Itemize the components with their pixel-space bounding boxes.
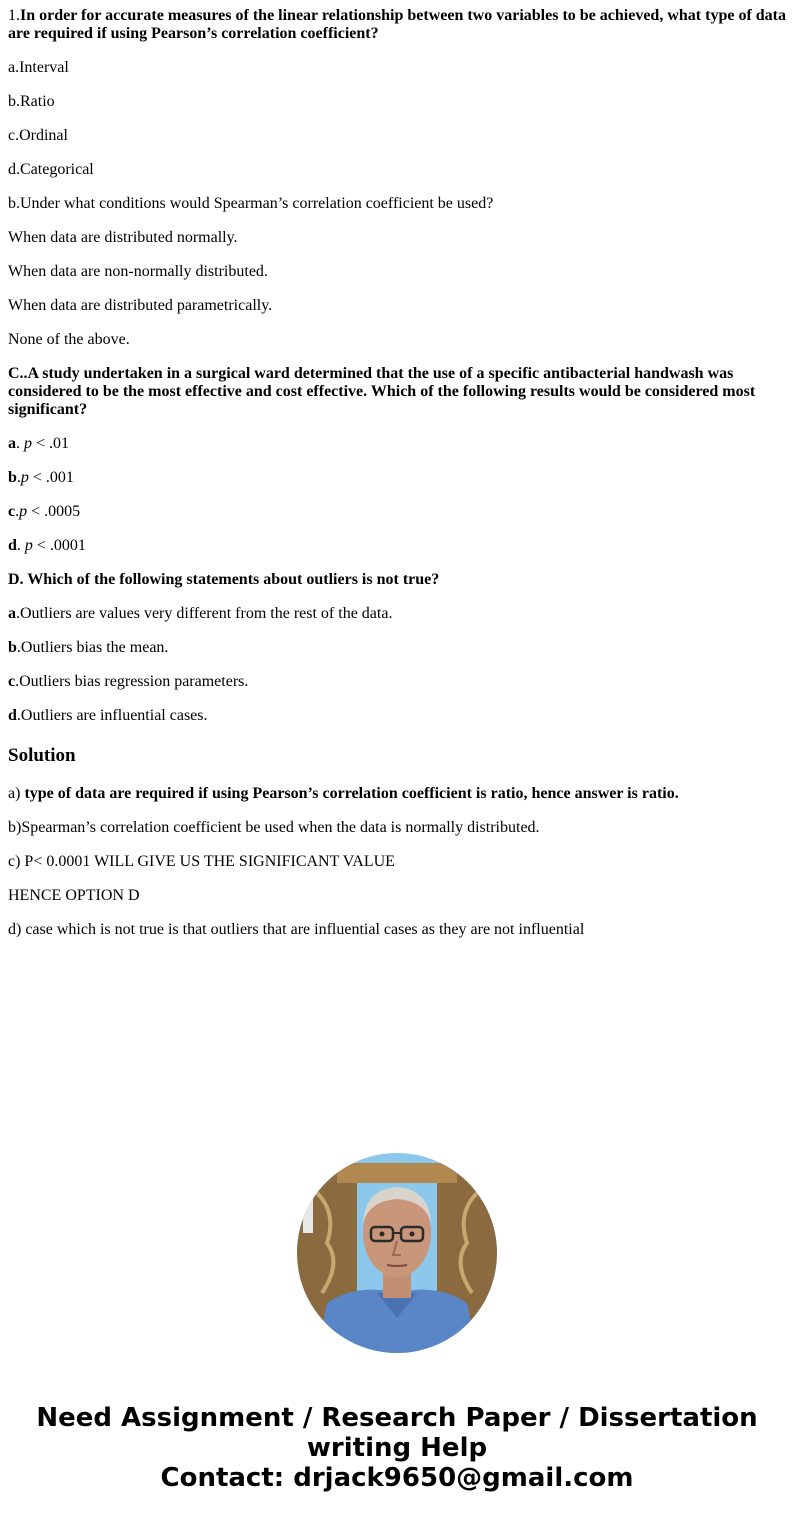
option-sep: . [16, 435, 24, 452]
option-text: .Outliers are values very different from the rest of the data. [16, 605, 393, 622]
footer-line-2: writing Help [306, 1433, 488, 1463]
question-3-text: C..A study undertaken in a surgical ward determined that the use of a specific antibacterial handwash was considered to be the most effective and cost effective. Which of the following results would be considered most significant? [8, 365, 756, 418]
solution-a [8, 785, 679, 803]
option-value: < .001 [28, 469, 74, 486]
question-4 [8, 571, 439, 589]
option-sep: . [16, 537, 25, 554]
question-1 [8, 7, 786, 43]
solution-a-prefix: a) [8, 785, 25, 802]
p-symbol: p [24, 537, 33, 554]
q4-option-a [8, 605, 392, 623]
option-sep: . [16, 469, 21, 486]
option-value: < .01 [32, 435, 70, 452]
solution-hence: HENCE OPTION D [8, 887, 140, 904]
q3-option-c [8, 503, 80, 521]
q4-option-d [8, 707, 208, 725]
option-value: < .0005 [27, 503, 81, 520]
question-2: b.Under what conditions would Spearman’s correlation coefficient be used? [8, 195, 494, 212]
q4-option-c [8, 673, 248, 691]
option-letter: b [8, 639, 17, 656]
q2-option-3: When data are distributed parametrically. [8, 297, 273, 314]
p-symbol: p [19, 503, 28, 520]
q3-option-b [8, 469, 74, 487]
option-value: < .0001 [32, 537, 86, 554]
q1-option-a: a.Interval [8, 59, 69, 76]
p-symbol: p [24, 435, 32, 452]
q3-option-d [8, 537, 86, 555]
option-letter: a [8, 435, 16, 452]
q2-option-4: None of the above. [8, 331, 130, 348]
q1-option-d: d.Categorical [8, 161, 94, 178]
q2-option-1: When data are distributed normally. [8, 229, 238, 246]
contact-footer [0, 1403, 794, 1493]
option-letter: b [8, 469, 17, 486]
q4-option-b [8, 639, 168, 657]
option-text: .Outliers are influential cases. [16, 707, 208, 724]
portrait-image [297, 1153, 497, 1353]
question-1-number: 1. [8, 7, 20, 24]
solution-heading: Solution [8, 745, 76, 766]
solution-d: d) case which is not true is that outliers that are influential cases as they are not influential [8, 921, 585, 938]
question-1-text: In order for accurate measures of the linear relationship between two variables to be achieved, what type of data are required if using Pearson’s correlation coefficient? [8, 7, 786, 42]
solution-a-text: type of data are required if using Pearson’s correlation coefficient is ratio, hence answer is ratio. [24, 785, 679, 802]
question-3 [8, 365, 778, 419]
question-4-text: D. Which of the following statements about outliers is not true? [8, 571, 440, 588]
footer-line-1: Need Assignment / Research Paper / Dissertation [36, 1403, 758, 1433]
option-letter: c [8, 503, 16, 520]
p-symbol: p [20, 469, 29, 486]
option-text: .Outliers bias regression parameters. [15, 673, 249, 690]
option-letter: d [8, 707, 17, 724]
q3-option-a [8, 435, 69, 453]
q1-option-c: c.Ordinal [8, 127, 68, 144]
option-text: .Outliers bias the mean. [16, 639, 169, 656]
option-letter: c [8, 673, 16, 690]
footer-contact: Contact: drjack9650@gmail.com [160, 1463, 634, 1493]
option-letter: d [8, 537, 17, 554]
option-sep: . [15, 503, 20, 520]
q2-option-2: When data are non-normally distributed. [8, 263, 268, 280]
solution-b: b)Spearman’s correlation coefficient be used when the data is normally distributed. [8, 819, 540, 836]
option-letter: a [8, 605, 16, 622]
q1-option-b: b.Ratio [8, 93, 55, 110]
author-avatar [297, 1153, 497, 1353]
solution-c: c) P< 0.0001 WILL GIVE US THE SIGNIFICANT VALUE [8, 853, 395, 870]
